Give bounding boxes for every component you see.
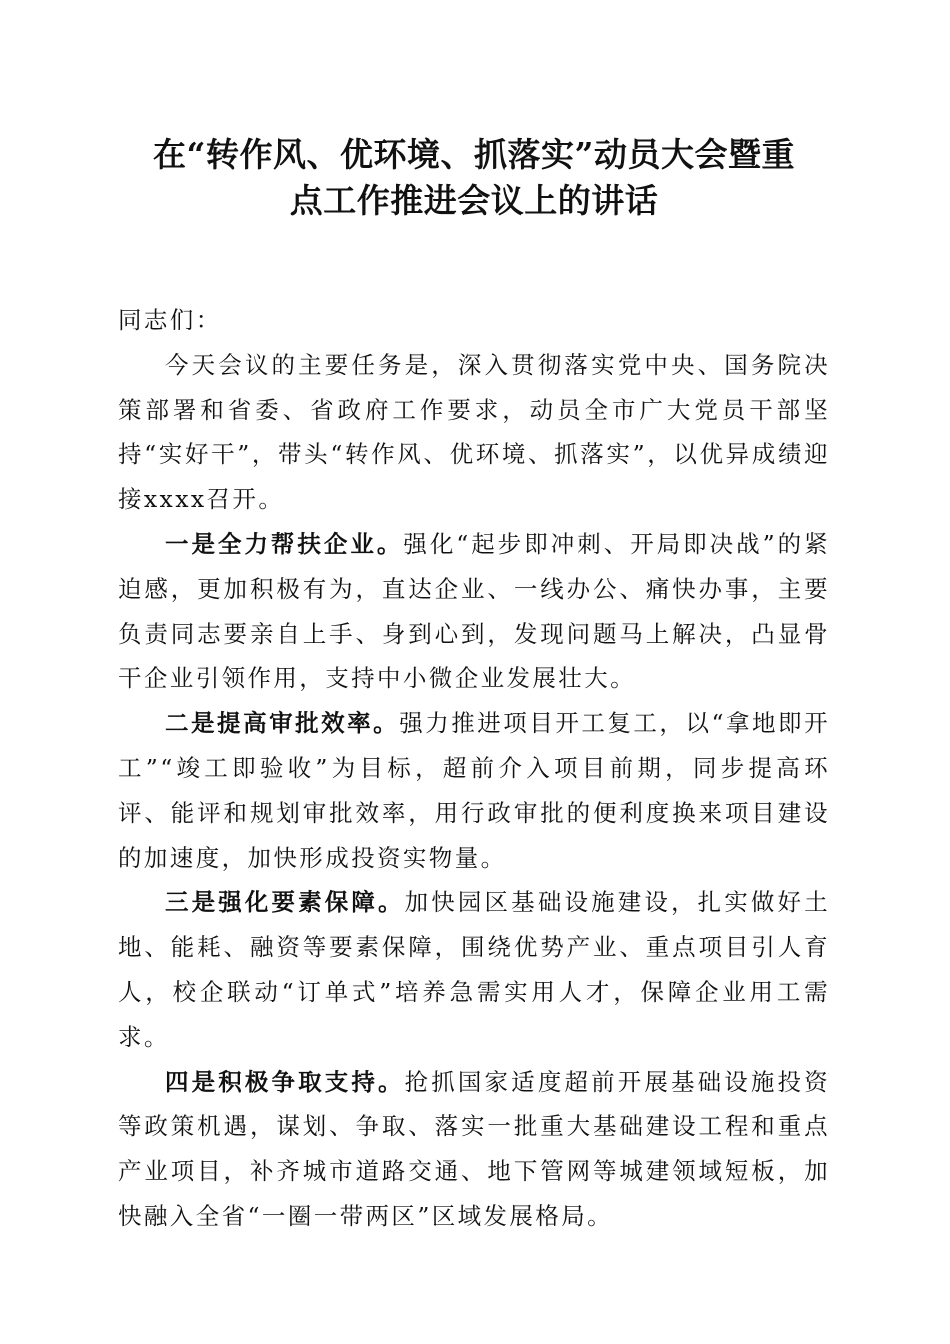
point-paragraph	[118, 522, 830, 701]
intro-paragraph: 今天会议的主要任务是，深入贯彻落实党中央、国务院决策部署和省委、省政府工作要求，动员全市广大党员干部坚持“实好干”，带头“转作风、优环境、抓落实”，以优异成绩迎接xxxx召开。	[118, 350, 830, 514]
document-title	[118, 132, 830, 224]
point-paragraph	[118, 701, 830, 880]
point-lead: 一是全力帮扶企业。	[165, 529, 404, 558]
point-paragraph	[118, 1060, 830, 1239]
point-text: 加快园区基础设施建设，扎实做好土地、能耗、融资等要素保障，围绕优势产业、重点项目引人育人，校企联动“订单式”培养急需实用人才，保障企业用工需求。	[118, 888, 830, 1051]
point-paragraph	[118, 880, 830, 1059]
speech-body	[118, 298, 830, 1239]
point-lead: 二是提高审批效率。	[165, 709, 400, 738]
point-lead: 四是积极争取支持。	[165, 1067, 405, 1096]
salutation: 同志们：	[118, 306, 222, 334]
title-line-1: 在“转作风、优环境、抓落实”动员大会暨重	[153, 135, 795, 174]
point-text: 强力推进项目开工复工，以“拿地即开工”“竣工即验收”为目标，超前介入项目前期，同步提高环评、能评和规划审批效率，用行政审批的便利度换来项目建设的加速度，加快形成投资实物量。	[118, 709, 830, 872]
title-line-2: 点工作推进会议上的讲话	[289, 181, 659, 220]
point-text: 强化“起步即冲刺、开局即决战”的紧迫感，更加积极有为，直达企业、一线办公、痛快办事，主要负责同志要亲自上手、身到心到，发现问题马上解决，凸显骨干企业引领作用，支持中小微企业发展壮大。	[118, 529, 830, 693]
document-page	[118, 132, 830, 1239]
point-lead: 三是强化要素保障。	[165, 888, 405, 917]
point-text: 抢抓国家适度超前开展基础设施投资等政策机遇，谋划、争取、落实一批重大基础建设工程和重点产业项目，补齐城市道路交通、地下管网等城建领域短板，加快融入全省“一圈一带两区”区域发展格局。	[118, 1067, 830, 1230]
